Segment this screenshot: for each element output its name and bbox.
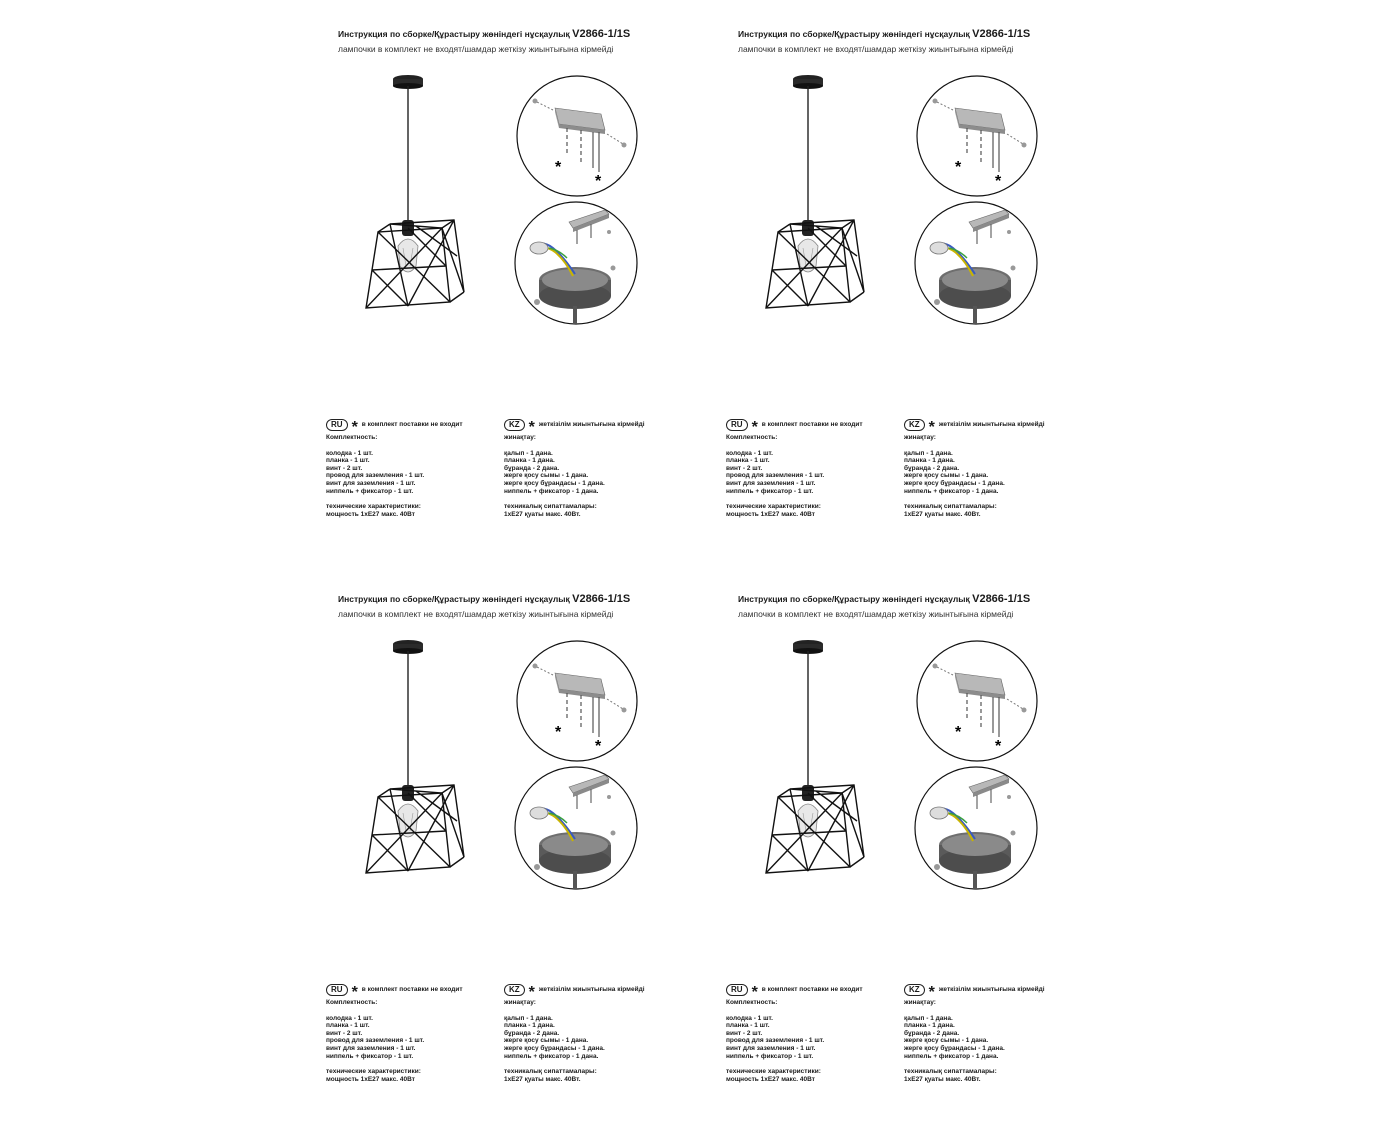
ru-kit-item: винт для заземления - 1 шт. (326, 1044, 416, 1052)
ru-section (326, 418, 501, 518)
panel-title (738, 593, 1030, 605)
model-number: V2866-1/1S (972, 28, 1031, 40)
ru-kit-item: провод для заземления - 1 шт. (726, 472, 825, 480)
kz-specs-heading: техникалық сипаттамалары: (504, 503, 597, 511)
panel-subtitle: лампочки в комплект не входят/шамдар жеткізу жиынтығына кірмейді (338, 609, 614, 619)
ru-kit-item: планка - 1 шт. (726, 457, 770, 465)
kz-kit-item: бұранда - 2 дана. (904, 1029, 960, 1037)
kz-section (504, 983, 694, 1083)
ru-kit-heading: Комплектность: (726, 999, 778, 1006)
panel-subtitle: лампочки в комплект не входят/шамдар жеткізу жиынтығына кірмейді (738, 44, 1014, 54)
panel-subtitle: лампочки в комплект не входят/шамдар жеткізу жиынтығына кірмейді (338, 44, 614, 54)
ru-specs-heading: технические характеристики: (726, 1068, 821, 1076)
kz-kit-item: жерге қосу бұрандасы - 1 дана. (504, 1044, 605, 1052)
kz-kit-item: планка - 1 дана. (904, 1022, 955, 1030)
pendant-lamp-illustration (756, 635, 896, 895)
ru-kit-item: ниппель + фиксатор - 1 шт. (726, 1052, 814, 1060)
kz-not-included-note: жеткізілім жиынтығына кірмейді (938, 986, 1045, 994)
kz-kit-item: жерге қосу сымы - 1 дана. (904, 1037, 989, 1045)
model-number: V2866-1/1S (972, 593, 1031, 605)
pendant-lamp-illustration (756, 70, 896, 330)
ru-language-badge: RU (326, 984, 348, 996)
ru-specs-value: мощность 1хЕ27 макс. 40Вт (326, 1075, 415, 1083)
ru-kit-item: колодка - 1 шт. (326, 1014, 373, 1022)
ru-kit-item: планка - 1 шт. (726, 1022, 770, 1030)
kz-specs-heading: техникалық сипаттамалары: (504, 1068, 597, 1076)
title-text: Инструкция по сборке/Құрастыру жөніндегі нұсқаулық (738, 29, 970, 39)
kz-kit-item: ниппель + фиксатор - 1 дана. (504, 1052, 599, 1060)
ru-not-included-note: в комплект поставки не входит (361, 421, 463, 429)
title-text: Инструкция по сборке/Құрастыру жөніндегі нұсқаулық (338, 29, 570, 39)
canopy-wiring-detail (913, 200, 1039, 326)
kz-language-badge: KZ (904, 984, 925, 996)
ru-specs-value: мощность 1хЕ27 макс. 40Вт (326, 510, 415, 518)
instruction-panel (722, 585, 1112, 1145)
ru-kit-item: винт - 2 шт. (726, 464, 763, 472)
ru-specs-value: мощность 1хЕ27 макс. 40Вт (726, 510, 815, 518)
kz-kit-item: қалып - 1 дана. (504, 449, 553, 457)
ru-kit-item: провод для заземления - 1 шт. (326, 472, 425, 480)
ru-kit-heading: Комплектность: (326, 434, 378, 441)
mounting-bracket-detail (915, 639, 1039, 763)
kz-specs-heading: техникалық сипаттамалары: (904, 1068, 997, 1076)
kz-kit-heading: жинақтау: (504, 999, 536, 1006)
kz-section (904, 418, 1094, 518)
ru-kit-item: планка - 1 шт. (326, 1022, 370, 1030)
kz-not-included-note: жеткізілім жиынтығына кірмейді (938, 421, 1045, 429)
asterisk-icon: * (928, 419, 935, 436)
kz-kit-item: ниппель + фиксатор - 1 дана. (504, 487, 599, 495)
ru-kit-heading: Комплектность: (726, 434, 778, 441)
asterisk-icon: * (751, 984, 758, 1001)
ru-kit-item: ниппель + фиксатор - 1 шт. (326, 1052, 414, 1060)
ru-kit-item: винт для заземления - 1 шт. (726, 479, 816, 487)
ru-kit-item: винт для заземления - 1 шт. (726, 1044, 816, 1052)
canopy-wiring-detail (513, 200, 639, 326)
ru-kit-item: ниппель + фиксатор - 1 шт. (726, 487, 814, 495)
panel-title (338, 593, 630, 605)
kz-not-included-note: жеткізілім жиынтығына кірмейді (538, 986, 645, 994)
ru-kit-heading: Комплектность: (326, 999, 378, 1006)
kz-kit-item: жерге қосу сымы - 1 дана. (904, 472, 989, 480)
kz-kit-item: бұранда - 2 дана. (904, 464, 960, 472)
canopy-wiring-detail (913, 765, 1039, 891)
asterisk-icon: * (751, 419, 758, 436)
kz-kit-item: бұранда - 2 дана. (504, 464, 560, 472)
star-mark: * (555, 159, 562, 176)
kz-kit-item: жерге қосу сымы - 1 дана. (504, 472, 589, 480)
star-mark: * (555, 724, 562, 741)
pendant-lamp-illustration (356, 635, 496, 895)
kz-section (904, 983, 1094, 1083)
mounting-bracket-detail (515, 74, 639, 198)
instruction-panel (322, 585, 712, 1145)
asterisk-icon: * (351, 984, 358, 1001)
ru-specs-heading: технические характеристики: (726, 503, 821, 511)
kz-kit-item: қалып - 1 дана. (904, 1014, 953, 1022)
kz-kit-item: жерге қосу бұрандасы - 1 дана. (504, 479, 605, 487)
ru-specs-value: мощность 1хЕ27 макс. 40Вт (726, 1075, 815, 1083)
kz-language-badge: KZ (504, 984, 525, 996)
title-text: Инструкция по сборке/Құрастыру жөніндегі нұсқаулық (738, 594, 970, 604)
kz-kit-heading: жинақтау: (904, 999, 936, 1006)
kz-not-included-note: жеткізілім жиынтығына кірмейді (538, 421, 645, 429)
star-mark: * (955, 159, 962, 176)
kz-kit-item: жерге қосу бұрандасы - 1 дана. (904, 1044, 1005, 1052)
ru-kit-item: винт для заземления - 1 шт. (326, 479, 416, 487)
panel-title (738, 28, 1030, 40)
kz-kit-item: ниппель + фиксатор - 1 дана. (904, 487, 999, 495)
star-mark: * (595, 173, 602, 190)
ru-kit-item: винт - 2 шт. (726, 1029, 763, 1037)
ru-kit-item: колодка - 1 шт. (726, 1014, 773, 1022)
ru-kit-item: провод для заземления - 1 шт. (726, 1037, 825, 1045)
ru-kit-item: планка - 1 шт. (326, 457, 370, 465)
star-mark: * (995, 738, 1002, 755)
panel-subtitle: лампочки в комплект не входят/шамдар жеткізу жиынтығына кірмейді (738, 609, 1014, 619)
asterisk-icon: * (528, 984, 535, 1001)
asterisk-icon: * (351, 419, 358, 436)
ru-kit-item: провод для заземления - 1 шт. (326, 1037, 425, 1045)
kz-specs-value: 1хЕ27 қуаты макс. 40Вт. (504, 510, 581, 518)
mounting-bracket-detail (915, 74, 1039, 198)
kz-kit-item: жерге қосу сымы - 1 дана. (504, 1037, 589, 1045)
kz-kit-heading: жинақтау: (504, 434, 536, 441)
kz-specs-value: 1хЕ27 қуаты макс. 40Вт. (904, 510, 981, 518)
kz-kit-item: планка - 1 дана. (904, 457, 955, 465)
asterisk-icon: * (528, 419, 535, 436)
kz-kit-item: ниппель + фиксатор - 1 дана. (904, 1052, 999, 1060)
ru-section (326, 983, 501, 1083)
kz-kit-item: қалып - 1 дана. (504, 1014, 553, 1022)
star-mark: * (595, 738, 602, 755)
mounting-bracket-detail (515, 639, 639, 763)
instruction-panel (322, 20, 712, 580)
kz-specs-heading: техникалық сипаттамалары: (904, 503, 997, 511)
ru-language-badge: RU (726, 984, 748, 996)
kz-section (504, 418, 694, 518)
ru-kit-item: винт - 2 шт. (326, 464, 363, 472)
kz-kit-item: бұранда - 2 дана. (504, 1029, 560, 1037)
ru-kit-item: ниппель + фиксатор - 1 шт. (326, 487, 414, 495)
kz-kit-item: планка - 1 дана. (504, 457, 555, 465)
model-number: V2866-1/1S (572, 28, 631, 40)
ru-not-included-note: в комплект поставки не входит (761, 421, 863, 429)
asterisk-icon: * (928, 984, 935, 1001)
ru-section (726, 418, 901, 518)
ru-language-badge: RU (726, 419, 748, 431)
kz-language-badge: KZ (904, 419, 925, 431)
kz-specs-value: 1хЕ27 қуаты макс. 40Вт. (504, 1075, 581, 1083)
ru-specs-heading: технические характеристики: (326, 503, 421, 511)
kz-kit-heading: жинақтау: (904, 434, 936, 441)
pendant-lamp-illustration (356, 70, 496, 330)
ru-kit-item: винт - 2 шт. (326, 1029, 363, 1037)
panel-title (338, 28, 630, 40)
star-mark: * (995, 173, 1002, 190)
ru-not-included-note: в комплект поставки не входит (761, 986, 863, 994)
kz-kit-item: планка - 1 дана. (504, 1022, 555, 1030)
ru-kit-item: колодка - 1 шт. (726, 449, 773, 457)
ru-section (726, 983, 901, 1083)
ru-specs-heading: технические характеристики: (326, 1068, 421, 1076)
title-text: Инструкция по сборке/Құрастыру жөніндегі нұсқаулық (338, 594, 570, 604)
kz-kit-item: жерге қосу бұрандасы - 1 дана. (904, 479, 1005, 487)
kz-language-badge: KZ (504, 419, 525, 431)
ru-kit-item: колодка - 1 шт. (326, 449, 373, 457)
star-mark: * (955, 724, 962, 741)
canopy-wiring-detail (513, 765, 639, 891)
instruction-panel (722, 20, 1112, 580)
ru-language-badge: RU (326, 419, 348, 431)
kz-specs-value: 1хЕ27 қуаты макс. 40Вт. (904, 1075, 981, 1083)
ru-not-included-note: в комплект поставки не входит (361, 986, 463, 994)
model-number: V2866-1/1S (572, 593, 631, 605)
kz-kit-item: қалып - 1 дана. (904, 449, 953, 457)
